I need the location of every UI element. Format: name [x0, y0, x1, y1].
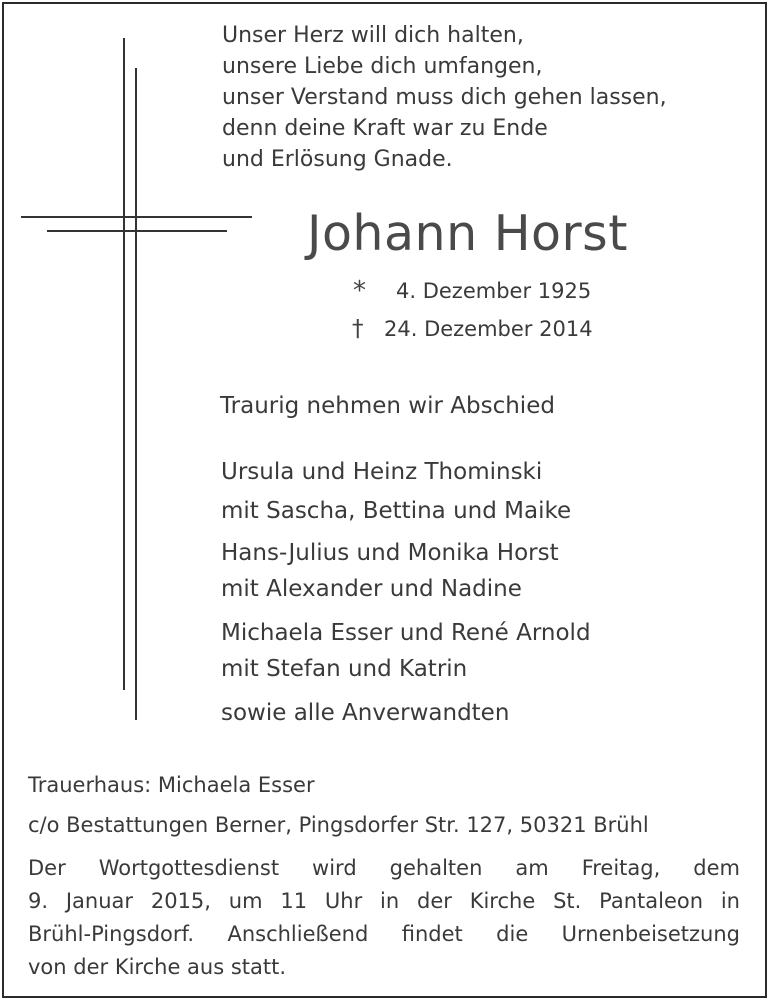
poem-line: Unser Herz will dich halten, — [222, 23, 524, 48]
poem-line: denn deine Kraft war zu Ende — [222, 116, 548, 141]
family-line: Michaela Esser und René Arnold — [221, 620, 591, 646]
death-cross-icon: † — [352, 316, 364, 342]
mourning-house-address: c/o Bestattungen Berner, Pingsdorfer Str. 127, 50321 Brühl — [28, 813, 649, 837]
family-line: mit Sascha, Bettina und Maike — [221, 498, 572, 524]
cross-horizontal-line-2 — [47, 230, 227, 232]
mourning-line: Traurig nehmen wir Abschied — [220, 393, 555, 419]
deceased-name: Johann Horst — [307, 205, 628, 262]
birth-star-icon: * — [353, 276, 366, 306]
family-line: Ursula und Heinz Thominski — [221, 459, 543, 485]
family-line: mit Alexander und Nadine — [221, 576, 522, 602]
cross-horizontal-line-1 — [21, 216, 252, 218]
service-line: 9. Januar 2015, um 11 Uhr in der Kirche St. Pantaleon in — [28, 889, 740, 913]
service-line: Der Wortgottesdienst wird gehalten am Freitag, dem — [28, 856, 740, 880]
poem-line: unser Verstand muss dich gehen lassen, — [222, 85, 667, 110]
family-line: sowie alle Anverwandten — [221, 700, 510, 726]
service-line: Brühl-Pingsdorf. Anschließend findet die Urnenbeisetzung — [28, 922, 740, 946]
family-line: Hans-Julius und Monika Horst — [221, 540, 559, 566]
death-date: 24. Dezember 2014 — [384, 317, 593, 341]
family-line: mit Stefan und Katrin — [221, 656, 468, 682]
mourning-house-name: Trauerhaus: Michaela Esser — [28, 773, 315, 797]
service-line: von der Kirche aus statt. — [28, 955, 287, 979]
cross-vertical-line-2 — [135, 68, 137, 720]
poem-line: unsere Liebe dich umfangen, — [222, 54, 543, 79]
service-info — [28, 852, 740, 984]
birth-date: 4. Dezember 1925 — [396, 279, 592, 303]
poem-verse — [222, 20, 667, 175]
cross-vertical-line-1 — [123, 38, 125, 690]
poem-line: und Erlösung Gnade. — [222, 147, 453, 172]
